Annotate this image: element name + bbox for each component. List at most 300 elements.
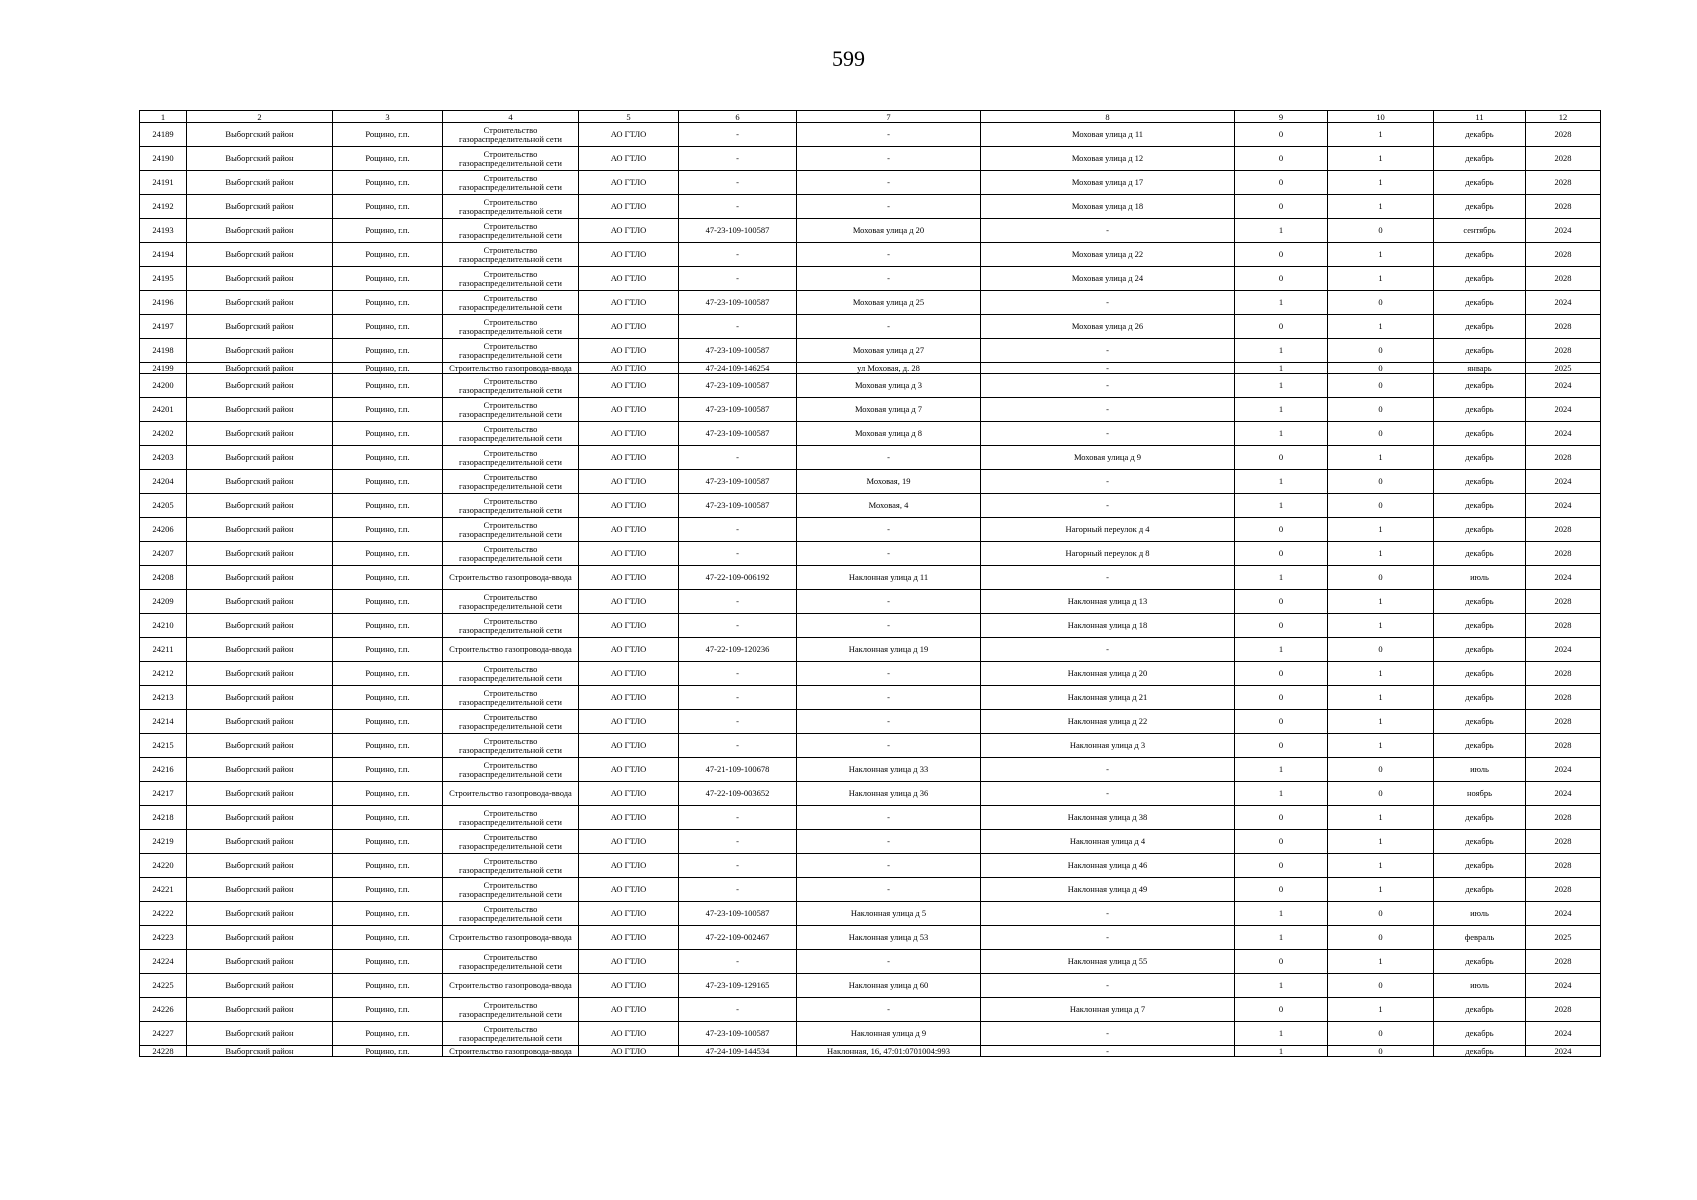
table-cell: Рощино, г.п. xyxy=(333,123,443,147)
table-cell: декабрь xyxy=(1434,446,1526,470)
table-cell: 1 xyxy=(1328,614,1434,638)
table-cell: 47-22-109-002467 xyxy=(679,926,797,950)
table-cell: Рощино, г.п. xyxy=(333,614,443,638)
table-cell: январь xyxy=(1434,363,1526,374)
table-cell: АО ГТЛО xyxy=(579,446,679,470)
table-cell: - xyxy=(797,950,981,974)
table-cell: 2028 xyxy=(1526,590,1601,614)
table-cell: АО ГТЛО xyxy=(579,710,679,734)
table-cell: 0 xyxy=(1328,219,1434,243)
table-cell: - xyxy=(679,267,797,291)
table-cell: Строительство газораспределительной сети xyxy=(443,195,579,219)
table-cell: Выборгский район xyxy=(187,339,333,363)
table-cell: - xyxy=(679,686,797,710)
table-cell: 0 xyxy=(1328,638,1434,662)
table-cell: 47-22-109-006192 xyxy=(679,566,797,590)
table-row xyxy=(140,854,1601,878)
table-cell: Рощино, г.п. xyxy=(333,758,443,782)
column-header: 4 xyxy=(443,111,579,123)
table-cell: - xyxy=(981,974,1235,998)
table-cell: - xyxy=(679,542,797,566)
table-cell: АО ГТЛО xyxy=(579,638,679,662)
table-cell: АО ГТЛО xyxy=(579,518,679,542)
table-cell: Выборгский район xyxy=(187,123,333,147)
table-cell: декабрь xyxy=(1434,243,1526,267)
table-row xyxy=(140,926,1601,950)
table-cell: июль xyxy=(1434,758,1526,782)
table-cell: Выборгский район xyxy=(187,806,333,830)
table-cell: ноябрь xyxy=(1434,782,1526,806)
table-cell: Выборгский район xyxy=(187,710,333,734)
table-cell: - xyxy=(679,590,797,614)
table-cell: Строительство газораспределительной сети xyxy=(443,998,579,1022)
table-cell: - xyxy=(981,1046,1235,1057)
table-cell: АО ГТЛО xyxy=(579,734,679,758)
table-cell: 0 xyxy=(1235,590,1328,614)
table-cell: 1 xyxy=(1235,782,1328,806)
table-cell: 2025 xyxy=(1526,363,1601,374)
table-cell: 0 xyxy=(1235,446,1328,470)
table-cell: 0 xyxy=(1235,147,1328,171)
table-cell: 1 xyxy=(1235,339,1328,363)
table-cell: 24200 xyxy=(140,374,187,398)
table-cell: 1 xyxy=(1235,363,1328,374)
table-cell: 1 xyxy=(1235,374,1328,398)
table-cell: декабрь xyxy=(1434,1022,1526,1046)
table-cell: 2024 xyxy=(1526,974,1601,998)
table-cell: Строительство газораспределительной сети xyxy=(443,758,579,782)
table-cell: - xyxy=(981,422,1235,446)
table-cell: Выборгский район xyxy=(187,950,333,974)
table-cell: декабрь xyxy=(1434,854,1526,878)
table-row xyxy=(140,398,1601,422)
table-cell: 1 xyxy=(1328,171,1434,195)
table-cell: - xyxy=(679,806,797,830)
table-cell: Наклонная улица д 3 xyxy=(981,734,1235,758)
table-cell: 2028 xyxy=(1526,806,1601,830)
table-cell: Строительство газораспределительной сети xyxy=(443,123,579,147)
table-cell: 0 xyxy=(1235,998,1328,1022)
table-cell: Строительство газораспределительной сети xyxy=(443,171,579,195)
table-cell: 2028 xyxy=(1526,830,1601,854)
table-cell: Рощино, г.п. xyxy=(333,734,443,758)
table-cell: Выборгский район xyxy=(187,638,333,662)
table-cell: 2028 xyxy=(1526,171,1601,195)
table-cell: 24205 xyxy=(140,494,187,518)
table-cell: Рощино, г.п. xyxy=(333,998,443,1022)
page-number: 599 xyxy=(832,46,865,71)
table-cell: АО ГТЛО xyxy=(579,878,679,902)
table-cell: 47-24-109-146254 xyxy=(679,363,797,374)
table-cell: 2024 xyxy=(1526,566,1601,590)
table-cell: Строительство газораспределительной сети xyxy=(443,374,579,398)
table-cell: Рощино, г.п. xyxy=(333,854,443,878)
table-cell: Строительство газораспределительной сети xyxy=(443,542,579,566)
column-header: 7 xyxy=(797,111,981,123)
table-cell: 47-23-109-100587 xyxy=(679,494,797,518)
table-row xyxy=(140,902,1601,926)
table-cell: 1 xyxy=(1328,806,1434,830)
table-cell: Рощино, г.п. xyxy=(333,926,443,950)
table-cell: - xyxy=(679,830,797,854)
table-cell: Строительство газораспределительной сети xyxy=(443,422,579,446)
table-cell: 2028 xyxy=(1526,446,1601,470)
table-cell: 1 xyxy=(1235,758,1328,782)
table-cell: 1 xyxy=(1328,830,1434,854)
table-cell: 24201 xyxy=(140,398,187,422)
table-row xyxy=(140,339,1601,363)
table-cell: 24196 xyxy=(140,291,187,315)
table-cell: - xyxy=(797,446,981,470)
table-cell: Строительство газораспределительной сети xyxy=(443,662,579,686)
table-cell: АО ГТЛО xyxy=(579,782,679,806)
table-cell: декабрь xyxy=(1434,315,1526,339)
table-cell: АО ГТЛО xyxy=(579,590,679,614)
table-cell: - xyxy=(679,518,797,542)
table-cell: 0 xyxy=(1235,710,1328,734)
table-cell: 2024 xyxy=(1526,398,1601,422)
table-cell: АО ГТЛО xyxy=(579,758,679,782)
table-cell: - xyxy=(981,926,1235,950)
table-cell: АО ГТЛО xyxy=(579,363,679,374)
table-cell: Строительство газораспределительной сети xyxy=(443,494,579,518)
table-cell: 1 xyxy=(1235,422,1328,446)
table-cell: 47-23-109-100587 xyxy=(679,374,797,398)
table-row xyxy=(140,123,1601,147)
table-cell: 0 xyxy=(1235,662,1328,686)
table-cell: Наклонная улица д 60 xyxy=(797,974,981,998)
table-cell: 47-24-109-144534 xyxy=(679,1046,797,1057)
table-cell: декабрь xyxy=(1434,662,1526,686)
table-cell: - xyxy=(797,243,981,267)
table-cell: Рощино, г.п. xyxy=(333,566,443,590)
data-table xyxy=(139,110,1601,1057)
table-cell: Рощино, г.п. xyxy=(333,422,443,446)
table-cell: Выборгский район xyxy=(187,734,333,758)
table-row xyxy=(140,422,1601,446)
table-cell: Строительство газопровода-ввода xyxy=(443,363,579,374)
table-row xyxy=(140,219,1601,243)
table-cell: Моховая улица д 3 xyxy=(797,374,981,398)
table-cell: Рощино, г.п. xyxy=(333,710,443,734)
table-cell: 24209 xyxy=(140,590,187,614)
column-header: 2 xyxy=(187,111,333,123)
table-cell: 0 xyxy=(1328,374,1434,398)
table-cell: 24190 xyxy=(140,147,187,171)
table-cell: 1 xyxy=(1235,566,1328,590)
table-cell: - xyxy=(797,806,981,830)
table-cell: 0 xyxy=(1235,950,1328,974)
table-cell: 1 xyxy=(1328,590,1434,614)
table-row xyxy=(140,830,1601,854)
table-cell: - xyxy=(981,758,1235,782)
table-cell: Рощино, г.п. xyxy=(333,590,443,614)
table-cell: Выборгский район xyxy=(187,446,333,470)
table-cell: - xyxy=(679,710,797,734)
table-cell: Моховая улица д 7 xyxy=(797,398,981,422)
table-cell: июль xyxy=(1434,974,1526,998)
table-cell: 0 xyxy=(1235,854,1328,878)
table-cell: Выборгский район xyxy=(187,1022,333,1046)
table-cell: 24202 xyxy=(140,422,187,446)
table-cell: Рощино, г.п. xyxy=(333,147,443,171)
table-cell: 24215 xyxy=(140,734,187,758)
table-row xyxy=(140,291,1601,315)
table-cell: 2028 xyxy=(1526,147,1601,171)
table-cell: Рощино, г.п. xyxy=(333,686,443,710)
table-cell: 24224 xyxy=(140,950,187,974)
table-cell: 1 xyxy=(1328,854,1434,878)
table-cell: - xyxy=(679,446,797,470)
table-cell: - xyxy=(797,195,981,219)
table-cell: - xyxy=(797,315,981,339)
table-cell: 0 xyxy=(1328,339,1434,363)
table-cell: 1 xyxy=(1328,710,1434,734)
table-cell: Рощино, г.п. xyxy=(333,363,443,374)
table-cell: декабрь xyxy=(1434,123,1526,147)
table-cell: 1 xyxy=(1328,243,1434,267)
table-cell: Моховая улица д 18 xyxy=(981,195,1235,219)
table-cell: Наклонная улица д 53 xyxy=(797,926,981,950)
table-cell: 2028 xyxy=(1526,998,1601,1022)
table-cell: - xyxy=(981,374,1235,398)
table-cell: - xyxy=(679,662,797,686)
table-cell: декабрь xyxy=(1434,470,1526,494)
table-cell: Рощино, г.п. xyxy=(333,171,443,195)
table-cell: - xyxy=(981,363,1235,374)
table-cell: Строительство газораспределительной сети xyxy=(443,339,579,363)
table-cell: АО ГТЛО xyxy=(579,243,679,267)
table-cell: - xyxy=(797,590,981,614)
table-row xyxy=(140,614,1601,638)
table-cell: декабрь xyxy=(1434,398,1526,422)
table-cell: АО ГТЛО xyxy=(579,806,679,830)
table-cell: 0 xyxy=(1235,614,1328,638)
table-cell: Выборгский район xyxy=(187,195,333,219)
column-header: 8 xyxy=(981,111,1235,123)
table-cell: Строительство газораспределительной сети xyxy=(443,518,579,542)
table-cell: Рощино, г.п. xyxy=(333,638,443,662)
table-cell: 24199 xyxy=(140,363,187,374)
table-cell: 2024 xyxy=(1526,470,1601,494)
table-cell: декабрь xyxy=(1434,950,1526,974)
table-cell: АО ГТЛО xyxy=(579,374,679,398)
table-cell: АО ГТЛО xyxy=(579,830,679,854)
table-cell: АО ГТЛО xyxy=(579,662,679,686)
table-cell: 2028 xyxy=(1526,542,1601,566)
table-cell: - xyxy=(679,854,797,878)
table-cell: 0 xyxy=(1328,1022,1434,1046)
table-row xyxy=(140,446,1601,470)
table-cell: Рощино, г.п. xyxy=(333,470,443,494)
table-cell: АО ГТЛО xyxy=(579,171,679,195)
table-cell: 2025 xyxy=(1526,926,1601,950)
table-cell: АО ГТЛО xyxy=(579,398,679,422)
table-cell: Рощино, г.п. xyxy=(333,446,443,470)
table-cell: - xyxy=(797,267,981,291)
table-cell: Строительство газораспределительной сети xyxy=(443,734,579,758)
table-cell: Наклонная улица д 11 xyxy=(797,566,981,590)
table-cell: Рощино, г.п. xyxy=(333,878,443,902)
table-cell: Строительство газораспределительной сети xyxy=(443,291,579,315)
table-cell: Строительство газопровода-ввода xyxy=(443,566,579,590)
table-cell: Рощино, г.п. xyxy=(333,1046,443,1057)
table-cell: 24217 xyxy=(140,782,187,806)
table-cell: 0 xyxy=(1235,195,1328,219)
table-cell: 47-23-109-100587 xyxy=(679,398,797,422)
table-cell: 47-22-109-120236 xyxy=(679,638,797,662)
table-cell: АО ГТЛО xyxy=(579,267,679,291)
table-cell: Рощино, г.п. xyxy=(333,219,443,243)
table-cell: 1 xyxy=(1328,267,1434,291)
table-cell: 1 xyxy=(1235,638,1328,662)
table-cell: 2028 xyxy=(1526,339,1601,363)
column-header: 12 xyxy=(1526,111,1601,123)
table-cell: Строительство газораспределительной сети xyxy=(443,219,579,243)
table-row xyxy=(140,878,1601,902)
table-cell: Моховая улица д 22 xyxy=(981,243,1235,267)
table-cell: 1 xyxy=(1328,195,1434,219)
table-row xyxy=(140,147,1601,171)
table-cell: Наклонная улица д 9 xyxy=(797,1022,981,1046)
table-cell: АО ГТЛО xyxy=(579,998,679,1022)
column-header: 11 xyxy=(1434,111,1526,123)
column-header: 1 xyxy=(140,111,187,123)
table-cell: - xyxy=(679,878,797,902)
table-cell: - xyxy=(981,638,1235,662)
table-cell: 24228 xyxy=(140,1046,187,1057)
table-cell: Наклонная улица д 36 xyxy=(797,782,981,806)
table-cell: 1 xyxy=(1235,1022,1328,1046)
table-cell: 0 xyxy=(1328,758,1434,782)
table-cell: Наклонная улица д 21 xyxy=(981,686,1235,710)
table-cell: АО ГТЛО xyxy=(579,315,679,339)
table-cell: АО ГТЛО xyxy=(579,291,679,315)
table-cell: 47-23-109-100587 xyxy=(679,219,797,243)
table-cell: АО ГТЛО xyxy=(579,422,679,446)
table-cell: Рощино, г.п. xyxy=(333,782,443,806)
table-cell: Рощино, г.п. xyxy=(333,830,443,854)
table-cell: 0 xyxy=(1235,171,1328,195)
table-cell: АО ГТЛО xyxy=(579,147,679,171)
table-cell: 24194 xyxy=(140,243,187,267)
table-cell: - xyxy=(981,219,1235,243)
table-cell: Выборгский район xyxy=(187,363,333,374)
table-cell: - xyxy=(679,315,797,339)
table-cell: декабрь xyxy=(1434,878,1526,902)
table-row xyxy=(140,974,1601,998)
table-cell: Выборгский район xyxy=(187,662,333,686)
table-cell: 1 xyxy=(1328,542,1434,566)
table-cell: АО ГТЛО xyxy=(579,974,679,998)
table-cell: АО ГТЛО xyxy=(579,542,679,566)
table-cell: 24222 xyxy=(140,902,187,926)
table-cell: 2028 xyxy=(1526,686,1601,710)
table-cell: 0 xyxy=(1328,566,1434,590)
table-cell: Рощино, г.п. xyxy=(333,374,443,398)
table-cell: 1 xyxy=(1328,878,1434,902)
column-header: 9 xyxy=(1235,111,1328,123)
table-cell: 24220 xyxy=(140,854,187,878)
table-cell: 0 xyxy=(1235,806,1328,830)
table-cell: 24197 xyxy=(140,315,187,339)
table-cell: АО ГТЛО xyxy=(579,123,679,147)
table-cell: Строительство газопровода-ввода xyxy=(443,782,579,806)
table-cell: - xyxy=(797,998,981,1022)
table-cell: 0 xyxy=(1328,422,1434,446)
table-cell: - xyxy=(797,123,981,147)
table-cell: 24193 xyxy=(140,219,187,243)
table-cell: - xyxy=(797,518,981,542)
table-cell: декабрь xyxy=(1434,686,1526,710)
table-cell: декабрь xyxy=(1434,590,1526,614)
table-cell: - xyxy=(679,614,797,638)
table-cell: 24204 xyxy=(140,470,187,494)
table-cell: Строительство газораспределительной сети xyxy=(443,446,579,470)
table-cell: Строительство газораспределительной сети xyxy=(443,854,579,878)
table-cell: Выборгский район xyxy=(187,998,333,1022)
table-cell: Рощино, г.п. xyxy=(333,243,443,267)
column-header: 6 xyxy=(679,111,797,123)
table-cell: 1 xyxy=(1235,494,1328,518)
table-cell: 2024 xyxy=(1526,219,1601,243)
table-cell: Выборгский район xyxy=(187,171,333,195)
table-cell: 24212 xyxy=(140,662,187,686)
table-cell: АО ГТЛО xyxy=(579,614,679,638)
table-row xyxy=(140,267,1601,291)
table-cell: Рощино, г.п. xyxy=(333,339,443,363)
table-cell: 2028 xyxy=(1526,854,1601,878)
table-cell: декабрь xyxy=(1434,806,1526,830)
table-cell: - xyxy=(981,902,1235,926)
table-cell: 0 xyxy=(1235,686,1328,710)
table-cell: 1 xyxy=(1235,398,1328,422)
table-cell: Строительство газопровода-ввода xyxy=(443,1046,579,1057)
table-cell: Выборгский район xyxy=(187,374,333,398)
table-cell: АО ГТЛО xyxy=(579,926,679,950)
table-cell: 2028 xyxy=(1526,614,1601,638)
table-cell: 24216 xyxy=(140,758,187,782)
table-cell: 1 xyxy=(1235,926,1328,950)
table-cell: 24207 xyxy=(140,542,187,566)
table-cell: 2028 xyxy=(1526,123,1601,147)
table-cell: 1 xyxy=(1235,219,1328,243)
table-cell: 24192 xyxy=(140,195,187,219)
table-cell: - xyxy=(679,734,797,758)
table-cell: Моховая, 19 xyxy=(797,470,981,494)
table-cell: Строительство газораспределительной сети xyxy=(443,590,579,614)
table-cell: 1 xyxy=(1328,734,1434,758)
table-cell: - xyxy=(981,782,1235,806)
table-cell: АО ГТЛО xyxy=(579,470,679,494)
table-cell: Рощино, г.п. xyxy=(333,398,443,422)
table-cell: Выборгский район xyxy=(187,315,333,339)
table-cell: 24219 xyxy=(140,830,187,854)
table-cell: Моховая улица д 17 xyxy=(981,171,1235,195)
table-cell: декабрь xyxy=(1434,147,1526,171)
table-cell: Рощино, г.п. xyxy=(333,494,443,518)
table-row xyxy=(140,638,1601,662)
table-cell: 2028 xyxy=(1526,243,1601,267)
table-cell: - xyxy=(679,998,797,1022)
table-cell: Наклонная улица д 7 xyxy=(981,998,1235,1022)
table-cell: 24218 xyxy=(140,806,187,830)
table-cell: АО ГТЛО xyxy=(579,854,679,878)
table-cell: декабрь xyxy=(1434,339,1526,363)
table-cell: - xyxy=(797,614,981,638)
table-cell: 24226 xyxy=(140,998,187,1022)
table-cell: 1 xyxy=(1328,315,1434,339)
